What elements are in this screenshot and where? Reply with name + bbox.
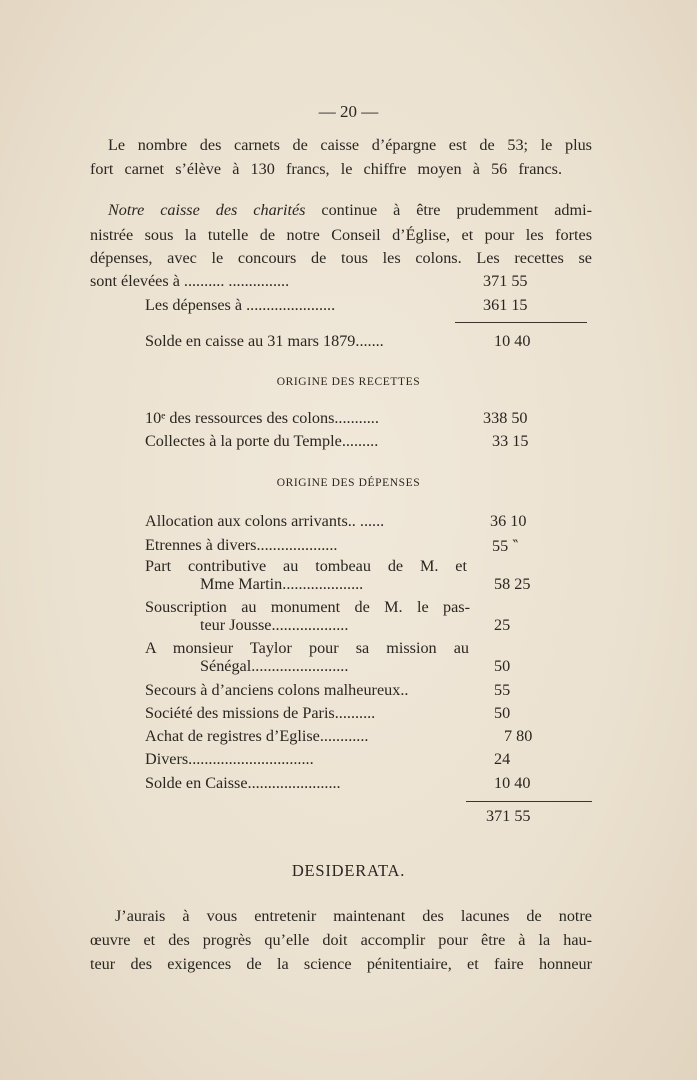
depense-item-5-line-1: A monsieur Taylor pour sa mission au [145, 639, 469, 657]
expenses-label: Les dépenses à ...................... [145, 296, 336, 314]
desiderata-heading: DESIDERATA. [291, 861, 406, 880]
depense-item-6: Secours à d’anciens colons malheureux.. [145, 681, 409, 699]
balance-amount: 10 40 [494, 332, 531, 350]
expenses-amount: 361 15 [483, 296, 528, 314]
recette-item-1: 10ᵉ des ressources des colons........... [145, 409, 379, 427]
depense-item-1: Allocation aux colons arrivants.. ...... [145, 512, 385, 530]
receipts-amount: 371 55 [483, 272, 528, 290]
recette-item-2: Collectes à la porte du Temple......... [145, 432, 379, 450]
depense-item-8: Achat de registres d’Eglise............ [145, 727, 369, 745]
depense-item-9: Divers............................... [145, 750, 314, 768]
depense-item-2-amount: 55 ‶ [492, 537, 519, 555]
desiderata-line-3: teur des exigences de la science pénitentiaire, et faire honneur [90, 955, 592, 973]
depense-item-9-amount: 24 [494, 750, 511, 768]
sum-rule-1 [455, 322, 587, 323]
depense-item-5-line-2: Sénégal........................ [200, 657, 349, 675]
charity-line-3: dépenses, avec le concours de tous les colons. Les recettes se [90, 249, 592, 267]
depenses-heading: ORIGINE DES DÉPENSES [276, 477, 421, 489]
depense-item-3-line-1: Part contributive au tombeau de M. et [145, 557, 467, 575]
recettes-heading: ORIGINE DES RECETTES [276, 376, 421, 388]
depense-item-8-amount: 7 80 [504, 727, 533, 745]
desiderata-line-2: œuvre et des progrès qu’elle doit accomplir pour être à la hau- [90, 931, 592, 949]
depense-item-1-amount: 36 10 [490, 512, 527, 530]
depense-item-3-line-2: Mme Martin.................... [200, 575, 364, 593]
depense-item-4-line-1: Souscription au monument de M. le pas- [145, 598, 470, 616]
recette-item-1-amount: 338 50 [483, 409, 528, 427]
recette-item-2-amount: 33 15 [492, 432, 529, 450]
depense-item-7-amount: 50 [494, 704, 511, 722]
balance-label: Solde en caisse au 31 mars 1879....... [145, 332, 384, 350]
depense-item-10: Solde en Caisse....................... [145, 774, 341, 792]
depense-item-5-amount: 50 [494, 657, 511, 675]
charity-italic-lead: Notre caisse des charités [108, 201, 306, 219]
depense-item-7: Société des missions de Paris.......... [145, 704, 376, 722]
charity-line-1-rest: continue à être prudemment admi- [305, 201, 592, 219]
sum-rule-2 [466, 801, 592, 802]
desiderata-line-1: J’aurais à vous entretenir maintenant des lacunes de notre [115, 907, 592, 925]
depense-item-6-amount: 55 [494, 681, 511, 699]
charity-line-1 [108, 201, 592, 220]
intro-line-1: Le nombre des carnets de caisse d’épargne est de 53; le plus [108, 136, 592, 154]
depense-item-10-amount: 10 40 [494, 774, 531, 792]
depense-item-4-amount: 25 [494, 616, 511, 634]
intro-line-2: fort carnet s’élève à 130 francs, le chiffre moyen à 56 francs. [90, 160, 562, 178]
receipts-label: sont élevées à .......... ............... [90, 272, 290, 290]
page-number: — 20 — [318, 102, 379, 121]
depense-item-2: Etrennes à divers.................... [145, 536, 338, 554]
depense-item-3-amount: 58 25 [494, 575, 531, 593]
charity-line-2: nistrée sous la tutelle de notre Conseil d’Église, et pour les fortes [90, 226, 592, 244]
depenses-total: 371 55 [486, 807, 531, 825]
depense-item-4-line-2: teur Jousse................... [200, 616, 349, 634]
